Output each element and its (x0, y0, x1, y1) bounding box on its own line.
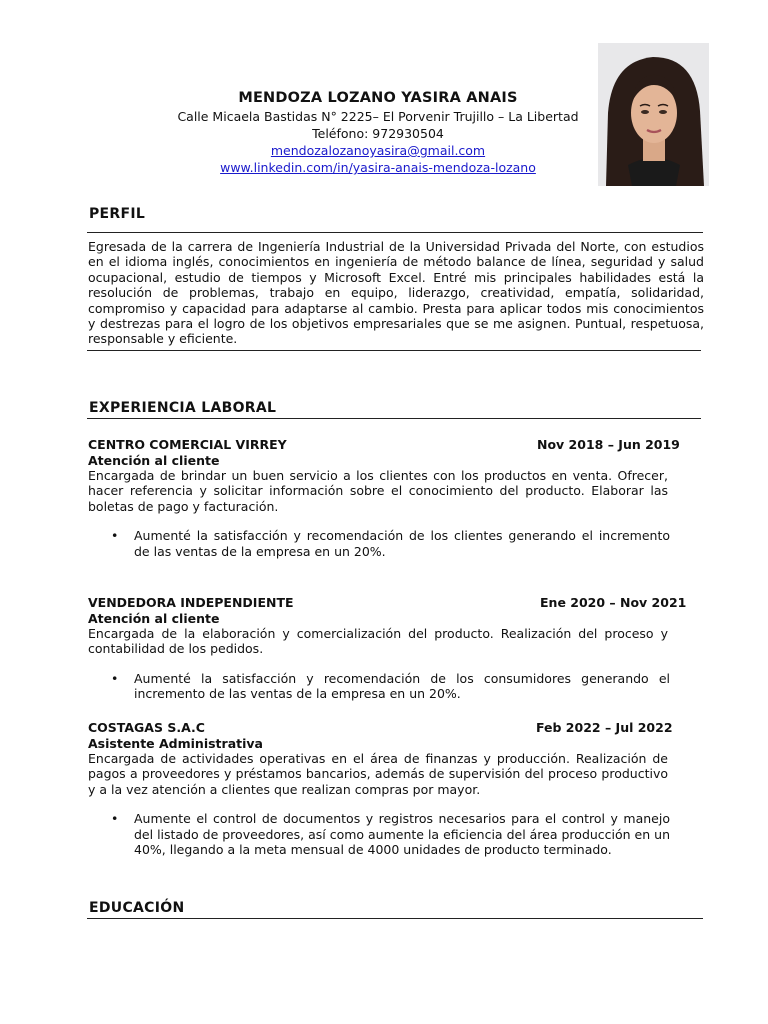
contact-header (150, 90, 606, 176)
bullet-icon: • (111, 528, 119, 544)
educacion-divider (87, 918, 703, 919)
job-header (88, 720, 700, 736)
job-entry (88, 720, 700, 857)
job-company: COSTAGAS S.A.C (88, 720, 205, 735)
achievement-bullet (88, 671, 670, 702)
job-description: Encargada de la elaboración y comercialización del producto. Realización del proceso y contabilidad de los pedidos. (88, 626, 668, 657)
experiencia-heading: EXPERIENCIA LABORAL (89, 400, 277, 416)
job-description: Encargada de actividades operativas en el área de finanzas y producción. Realización de pagos a proveedores y préstamos bancarios, además de supervisión del proceso productivo y a la vez atención a clientes que realizan compras por mayor. (88, 751, 668, 797)
job-description: Encargada de brindar un buen servicio a los clientes con los productos en venta. Ofrecer, hacer referencia y solicitar información sobre el conocimiento del producto. Elaborar las boletas de pago y facturación. (88, 468, 668, 514)
email-link[interactable]: mendozalozanoyasira@gmail.com (270, 143, 486, 158)
profile-photo-illustration (598, 43, 709, 186)
job-header (88, 437, 700, 453)
achievement-bullet (88, 811, 670, 857)
profile-photo (598, 43, 709, 186)
achievement-bullet (88, 528, 670, 559)
bullet-icon: • (111, 811, 119, 827)
job-dates: Ene 2020 – Nov 2021 (540, 595, 687, 610)
phone: Teléfono: 972930504 (312, 126, 444, 141)
experiencia-divider (87, 418, 701, 419)
achievement-text: Aumenté la satisfacción y recomendación de los clientes generando el incremento de las ventas de la empresa en un 20%. (134, 528, 670, 559)
job-role: Atención al cliente (88, 453, 220, 468)
job-role: Atención al cliente (88, 611, 220, 626)
perfil-top-divider (87, 232, 703, 233)
achievement-text: Aumente el control de documentos y registros necesarios para el control y manejo del listado de proveedores, así como aumente la eficiencia del área producción en un 40%, llegando a la meta mensual de 4000 unidades de producto terminado. (134, 811, 670, 858)
perfil-bottom-divider (87, 350, 701, 351)
job-header (88, 595, 700, 611)
bullet-icon: • (111, 670, 119, 686)
job-entry (88, 437, 700, 559)
address: Calle Micaela Bastidas N° 2225– El Porvenir Trujillo – La Libertad (177, 109, 579, 124)
candidate-name: MENDOZA LOZANO YASIRA ANAIS (238, 90, 518, 106)
achievement-text: Aumenté la satisfacción y recomendación de los consumidores generando el incremento de las ventas de la empresa en un 20%. (134, 670, 670, 702)
job-role: Asistente Administrativa (88, 736, 263, 751)
linkedin-link[interactable]: www.linkedin.com/in/yasira-anais-mendoza-lozano (220, 160, 536, 175)
job-dates: Nov 2018 – Jun 2019 (537, 437, 680, 452)
perfil-text: Egresada de la carrera de Ingeniería Industrial de la Universidad Privada del Norte, con estudios en el idioma inglés, conocimientos en ingeniería de método balance de línea, seguridad y salud ocupacional, estudio de tiempos y Microsoft Excel. Entré mis principales habilidades está la resolución de problemas, trabajo en equipo, liderazgo, creatividad, empatía, solidaridad, compromiso y capacidad para adaptarse al cambio. Presta para aplicar todos mis conocimientos y destrezas para el logro de los objetivos empresariales que se me asignen. Puntual, respetuosa, responsable y eficiente. (88, 239, 704, 347)
job-company: CENTRO COMERCIAL VIRREY (88, 437, 287, 452)
job-dates: Feb 2022 – Jul 2022 (536, 720, 673, 735)
job-company: VENDEDORA INDEPENDIENTE (88, 595, 294, 610)
perfil-heading: PERFIL (89, 206, 146, 222)
educacion-heading: EDUCACIÓN (89, 900, 185, 916)
job-entry (88, 595, 700, 702)
